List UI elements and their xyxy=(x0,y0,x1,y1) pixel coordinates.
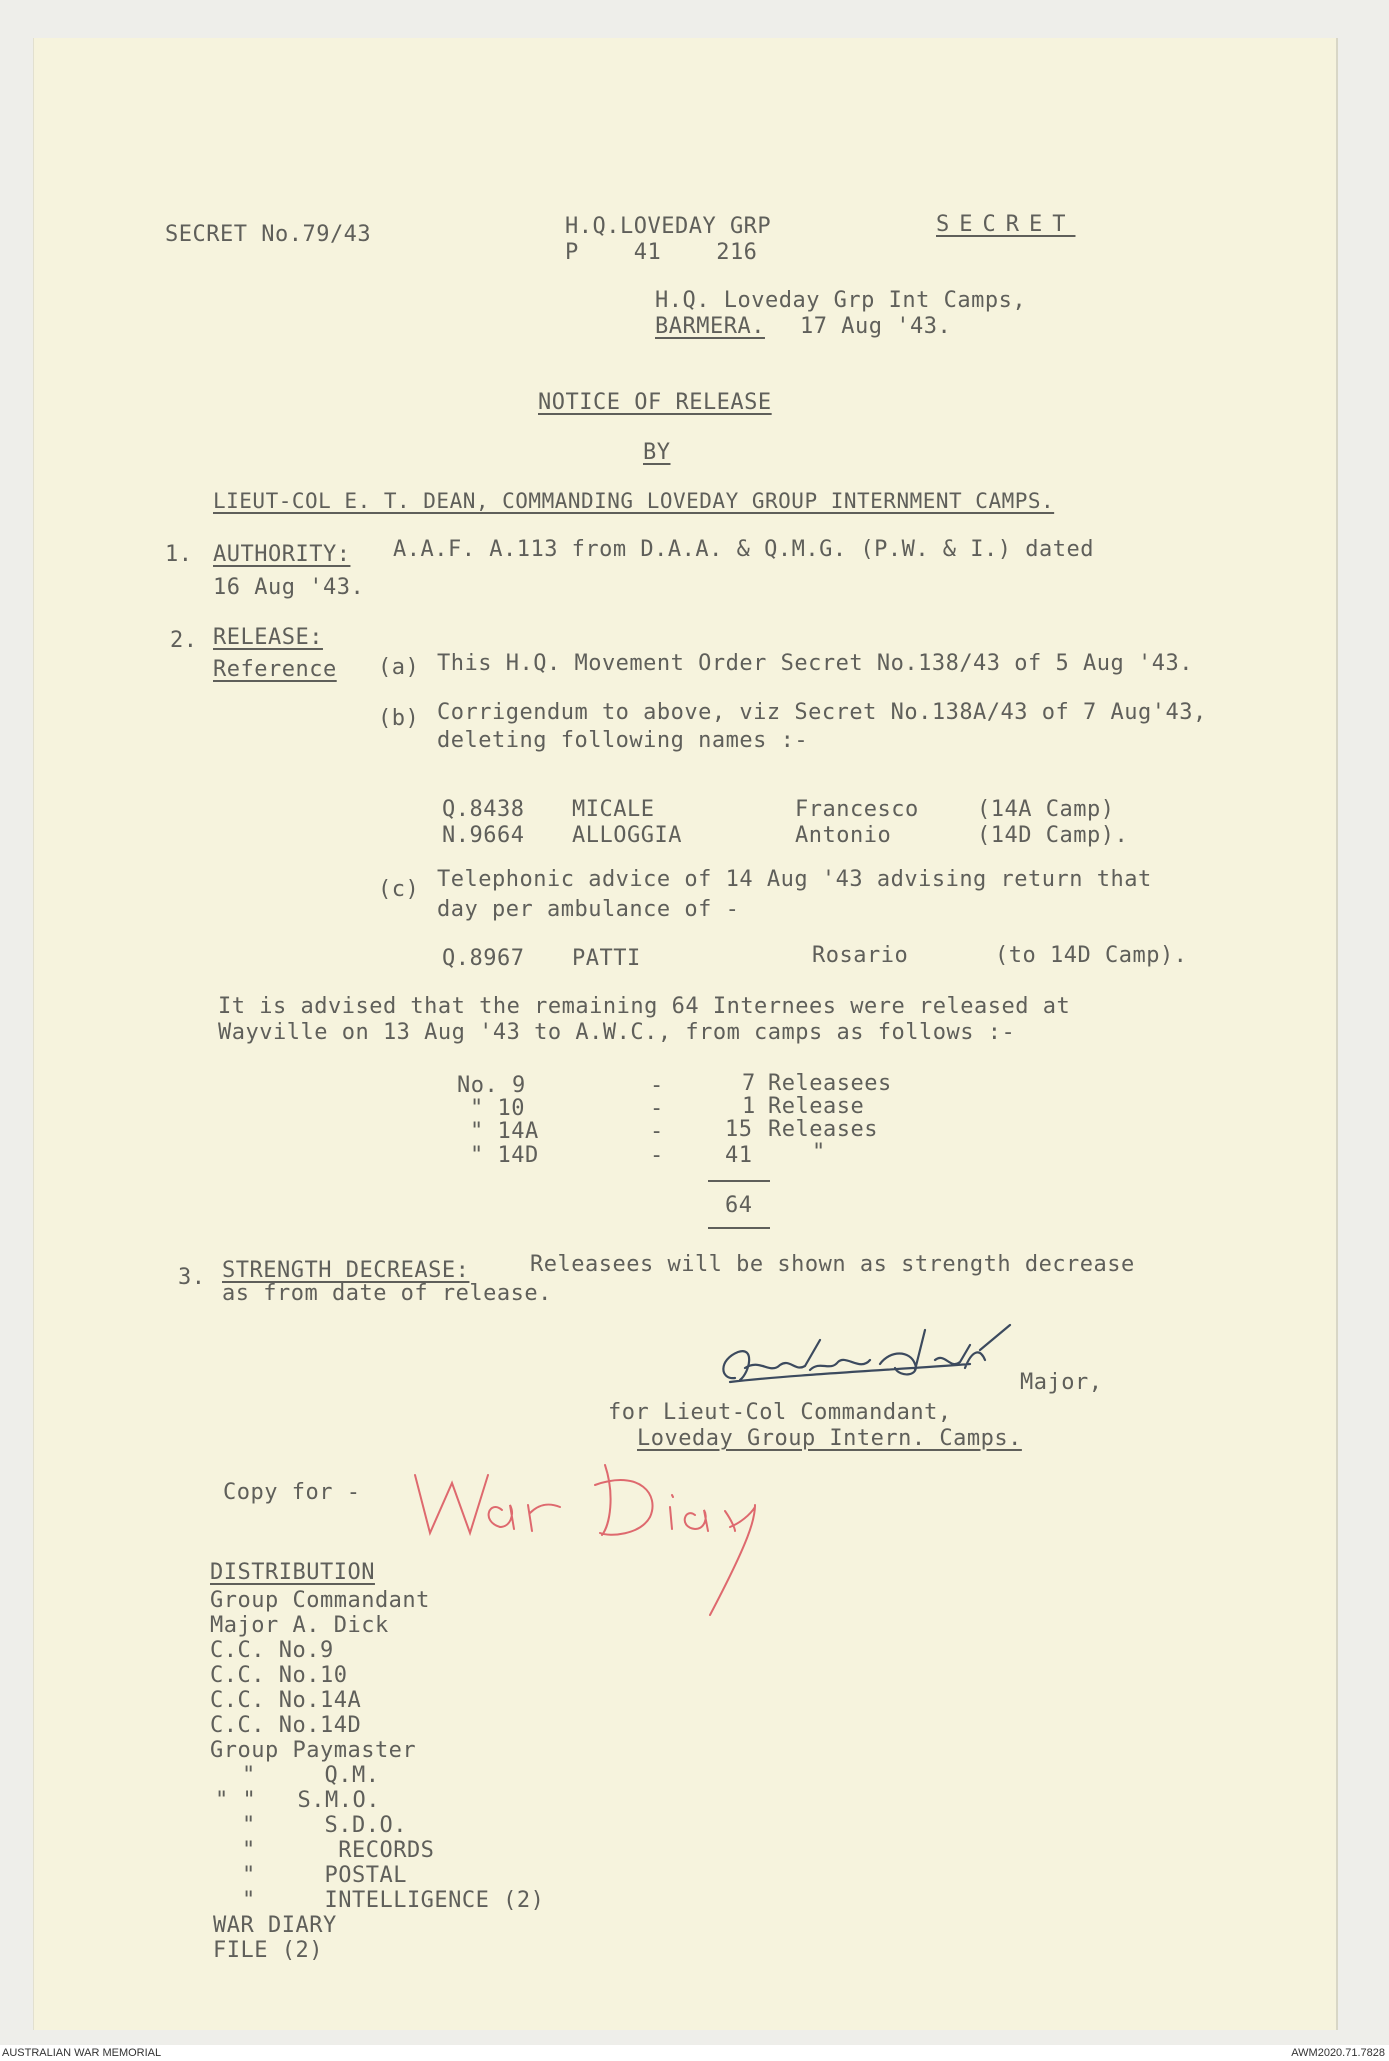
para3-text-1: Releasees will be shown as strength decrease xyxy=(530,1252,1135,1277)
title-commanding: LIEUT-COL E. T. DEAN, COMMANDING LOVEDAY GROUP INTERNMENT CAMPS. xyxy=(213,489,1055,513)
address-place: BARMERA. xyxy=(655,314,765,339)
return-name-no: Q.8967 xyxy=(442,946,525,971)
signature-line-2: Loveday Group Intern. Camps. xyxy=(637,1426,1022,1451)
distribution-item: " INTELLIGENCE (2) xyxy=(242,1888,545,1913)
item-c-text-2: day per ambulance of - xyxy=(437,897,740,922)
signature-image xyxy=(710,1320,1030,1400)
camp-row-3-label: Releases xyxy=(768,1117,878,1142)
classification-stamp: SECRET xyxy=(936,212,1076,237)
name-row-2-given: Antonio xyxy=(795,823,892,848)
distribution-item: Group Commandant xyxy=(210,1588,430,1613)
name-row-2-surname: ALLOGGIA xyxy=(572,823,682,848)
address-line-1: H.Q. Loveday Grp Int Camps, xyxy=(655,288,1027,313)
distribution-item: C.C. No.9 xyxy=(210,1638,334,1663)
item-c-text-1: Telephonic advice of 14 Aug '43 advising return that xyxy=(437,867,1152,892)
item-a-text: This H.Q. Movement Order Secret No.138/43 of 5 Aug '43. xyxy=(437,651,1193,676)
camp-row-1-dash: - xyxy=(650,1073,664,1098)
para1-heading: AUTHORITY: xyxy=(213,542,351,567)
signature-line-1: for Lieut-Col Commandant, xyxy=(608,1400,952,1425)
camp-row-4-count: 41 xyxy=(725,1143,753,1168)
para3-number: 3. xyxy=(178,1265,206,1290)
secret-ref: SECRET No.79/43 xyxy=(165,222,372,247)
distribution-heading: DISTRIBUTION xyxy=(210,1560,375,1585)
distribution-item: C.C. No.14D xyxy=(210,1713,362,1738)
distribution-item: Group Paymaster xyxy=(210,1738,417,1763)
hq-line-1: H.Q.LOVEDAY GRP xyxy=(565,214,772,239)
red-pencil-war-diary xyxy=(410,1455,890,1625)
footer-accession-number: AWM2020.71.7828 xyxy=(1291,2047,1385,2059)
camp-row-3-camp: " 14A xyxy=(470,1119,539,1144)
distribution-item: FILE (2) xyxy=(213,1938,323,1963)
item-b-label: (b) xyxy=(378,706,420,731)
distribution-item: " " S.M.O. xyxy=(215,1788,380,1813)
camp-row-2-count: 1 xyxy=(742,1094,756,1119)
camp-row-2-dash: - xyxy=(650,1096,664,1121)
name-row-2-no: N.9664 xyxy=(442,823,525,848)
footer-credit: AUSTRALIAN WAR MEMORIAL xyxy=(2,2047,162,2059)
address-date: 17 Aug '43. xyxy=(800,314,952,339)
camp-row-1-camp: No. 9 xyxy=(457,1073,526,1098)
camp-row-1-label: Releasees xyxy=(768,1071,892,1096)
para2-subheading: Reference xyxy=(213,657,337,682)
camp-row-2-camp: " 10 xyxy=(470,1096,525,1121)
distribution-item: Major A. Dick xyxy=(210,1613,389,1638)
total-rule-top xyxy=(708,1180,770,1182)
copy-for-label: Copy for - xyxy=(223,1480,361,1505)
para3-heading: STRENGTH DECREASE: xyxy=(222,1258,470,1283)
name-row-1-surname: MICALE xyxy=(572,797,655,822)
total-rule-bottom xyxy=(708,1227,770,1229)
item-a-label: (a) xyxy=(378,655,420,680)
item-b-text-2: deleting following names :- xyxy=(437,728,809,753)
title-by: BY xyxy=(643,440,671,465)
distribution-item: " S.D.O. xyxy=(242,1813,407,1838)
camp-row-2-label: Release xyxy=(768,1094,865,1119)
para1-text-1: A.A.F. A.113 from D.A.A. & Q.M.G. (P.W. & I.) dated xyxy=(393,537,1095,562)
para1-number: 1. xyxy=(165,542,193,567)
distribution-item: WAR DIARY xyxy=(213,1913,337,1938)
distribution-item: C.C. No.14A xyxy=(210,1688,362,1713)
name-row-2-camp: (14D Camp). xyxy=(977,823,1129,848)
title-notice: NOTICE OF RELEASE xyxy=(538,390,772,415)
hq-line-2: P 41 216 xyxy=(565,240,758,265)
advised-text-1: It is advised that the remaining 64 Internees were released at xyxy=(218,994,1071,1019)
camp-total: 64 xyxy=(725,1193,753,1218)
item-b-text-1: Corrigendum to above, viz Secret No.138A/43 of 7 Aug'43, xyxy=(437,700,1207,725)
return-name-surname: PATTI xyxy=(572,946,641,971)
name-row-1-no: Q.8438 xyxy=(442,797,525,822)
camp-row-4-camp: " 14D xyxy=(470,1143,539,1168)
camp-row-3-dash: - xyxy=(650,1119,664,1144)
distribution-item: " Q.M. xyxy=(242,1763,380,1788)
name-row-1-given: Francesco xyxy=(795,797,919,822)
camp-row-4-label: " xyxy=(812,1140,826,1165)
distribution-item: " POSTAL xyxy=(242,1863,407,1888)
para1-text-2: 16 Aug '43. xyxy=(213,575,365,600)
return-name-camp: (to 14D Camp). xyxy=(995,943,1188,968)
signature-rank: Major, xyxy=(1020,1370,1103,1395)
item-c-label: (c) xyxy=(378,877,420,902)
para3-text-2: as from date of release. xyxy=(222,1281,552,1306)
para2-number: 2. xyxy=(170,628,198,653)
distribution-item: C.C. No.10 xyxy=(210,1663,348,1688)
camp-row-4-dash: - xyxy=(650,1143,664,1168)
camp-row-1-count: 7 xyxy=(742,1071,756,1096)
name-row-1-camp: (14A Camp) xyxy=(977,797,1115,822)
para2-heading: RELEASE: xyxy=(213,625,323,650)
camp-row-3-count: 15 xyxy=(725,1117,753,1142)
advised-text-2: Wayville on 13 Aug '43 to A.W.C., from camps as follows :- xyxy=(218,1020,1016,1045)
distribution-item: " RECORDS xyxy=(242,1838,435,1863)
return-name-given: Rosario xyxy=(812,943,909,968)
